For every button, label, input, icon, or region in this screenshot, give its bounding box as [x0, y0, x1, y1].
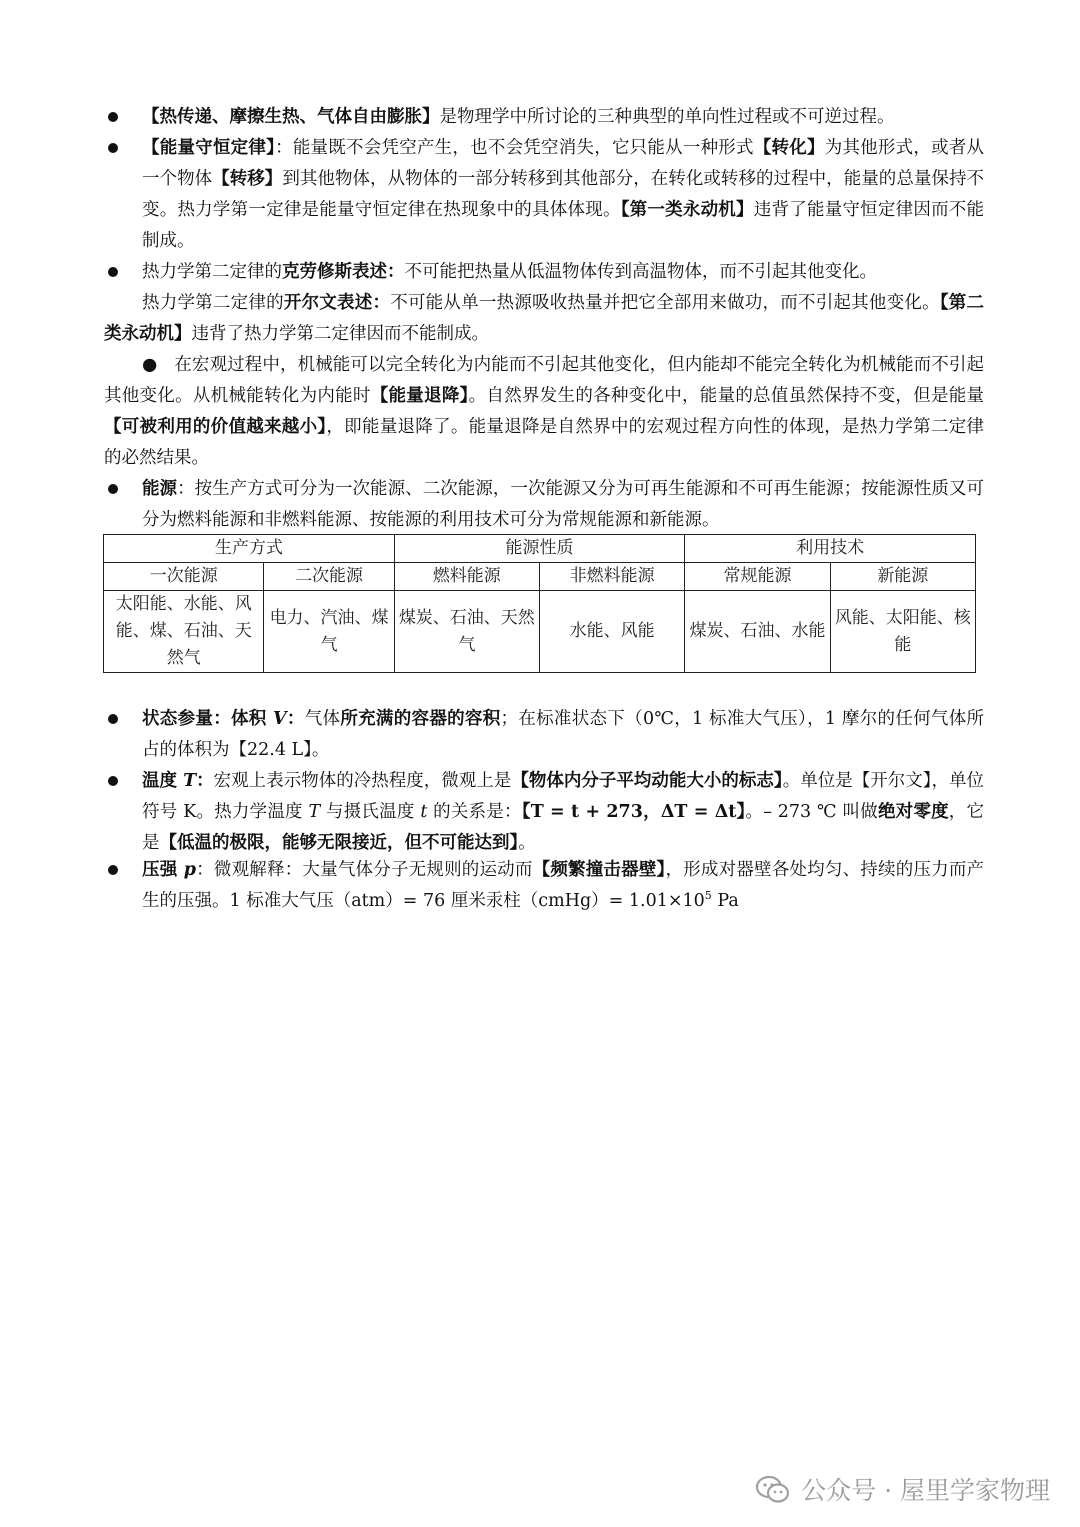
table-row: [104, 591, 976, 673]
table-subheader: 新能源: [830, 563, 975, 591]
bullet-item-clausius: [104, 257, 984, 288]
table-cell: 风能、太阳能、核能: [830, 591, 975, 673]
text-run: 不可能把热量从低温物体传到高温物体，而不引起其他变化。: [404, 262, 877, 282]
text-run: 热力学第二定律的: [142, 293, 284, 313]
bold-term: 能源: [142, 479, 178, 499]
text-run: 宏观上表示物体的冷热程度，微观上是: [213, 771, 512, 791]
text-run: ：能量既不会凭空产生，也不会凭空消失，它只能从一种形式: [275, 138, 754, 158]
table-subheader-row: [104, 563, 976, 591]
item-text: [142, 855, 984, 917]
bold-term: 【第一类永动机】: [620, 200, 754, 220]
bold-term: 【频繁撞击器壁】: [532, 860, 666, 880]
text-run: ：按生产方式可分为一次能源、二次能源，一次能源又分为可再生能源和不可再生能源；按能源性质又可分为燃料能源和非燃料能源、按能源的利用技术可分为常规能源和新能源。: [142, 479, 985, 530]
text-run: ，即能量退降了。能量退降是自然界中的宏观过程方向性的体现，是热力学第二定律的必然结果。: [104, 417, 985, 468]
paragraph-energy-degradation: [104, 350, 984, 474]
bullet-item-irreversible: [104, 102, 984, 133]
bullet-item-temperature: [104, 766, 984, 859]
bold-term: 【转化】: [753, 138, 825, 158]
bold-term: 开尔文表述：: [283, 293, 391, 313]
text-run: 违背了热力学第二定律因而不能制成。: [191, 324, 489, 344]
bold-term: 温度: [142, 771, 184, 791]
variable-symbol: t: [420, 802, 428, 822]
bold-term: 【可被利用的价值越来越小】: [104, 417, 327, 437]
wechat-icon: [755, 1475, 791, 1505]
item-text: [142, 133, 984, 257]
bullet-item-energy-sources: [104, 474, 984, 536]
text-run: 与摄氏温度: [320, 802, 421, 822]
item-text: [142, 102, 984, 133]
bold-term: 【第二类永动机】: [104, 293, 985, 344]
table-group-row: [104, 535, 976, 563]
text-run: Pa: [711, 891, 739, 911]
bold-term: 绝对零度: [877, 802, 949, 822]
bold-term: 【热传递、摩擦生热、气体自由膨胀】: [142, 107, 440, 127]
text-run: ，它是: [142, 802, 985, 853]
text-run: 到其他物体，从物体的一部分转移到其他部分，在转化或转移的过程中，能量的总量保持不变。热力学第一定律是能量守恒定律在热现象中的具体体现。: [142, 169, 985, 220]
item-text: [142, 257, 984, 288]
table-subheader: 非燃料能源: [539, 563, 684, 591]
bold-term: 【转移】: [212, 169, 283, 189]
table-subheader: 常规能源: [685, 563, 830, 591]
text-run: 不可能从单一热源吸收热量并把它全部用来做功，而不引起其他变化。: [390, 293, 940, 313]
text-run: 在宏观过程中，机械能可以完全转化为内能而不引起其他变化，但内能却不能完全转化为机械能而不引起其他变化。从机械能转化为内能时: [104, 355, 984, 406]
table-group-header: 生产方式: [104, 535, 395, 563]
variable-symbol: V: [273, 709, 287, 729]
table-cell: 煤炭、石油、天然气: [394, 591, 539, 673]
text-run: ；在标准状态下（0℃，1 标准大气压），1 摩尔的任何气体所占的体积为【22.4 L】。: [142, 709, 985, 760]
table-cell: 电力、汽油、煤气: [264, 591, 394, 673]
table-subheader: 二次能源: [264, 563, 394, 591]
text-run: 为其他形式，或者从一个物体: [142, 138, 985, 189]
bold-term: 克劳修斯表述：: [282, 262, 405, 282]
text-run: 。: [518, 833, 536, 853]
bold-term: ：: [196, 771, 214, 791]
bullet-item-energy-conservation: [104, 133, 984, 257]
table-subheader: 燃料能源: [394, 563, 539, 591]
item-text: [142, 474, 984, 536]
text-run: 的关系是：: [427, 802, 522, 822]
variable-symbol: T: [308, 802, 321, 822]
paragraph-kelvin: [104, 288, 984, 350]
text-run: 。单位是【开尔文】，单位符号 K。热力学温度: [142, 771, 985, 822]
bold-term: ：: [286, 709, 305, 729]
energy-classification-table: [103, 534, 976, 673]
bold-term: 所充满的容器的容积: [340, 709, 501, 729]
variable-symbol: T: [183, 771, 197, 791]
item-text: [142, 704, 984, 766]
bold-term: 【能量守恒定律】: [142, 138, 276, 158]
bullet-glyph: ●: [142, 355, 158, 375]
bold-term: 压强: [142, 860, 184, 880]
text-run: ，形成对器壁各处均匀、持续的压力而产生的压强。1 标准大气压（atm）= 76 厘米汞柱（cmHg）= 1.01×10: [142, 860, 985, 911]
watermark: [755, 1470, 1050, 1510]
table-group-header: 能源性质: [394, 535, 685, 563]
table-subheader: 一次能源: [104, 563, 264, 591]
bold-term: 【低温的极限，能够无限接近，但不可能达到】: [159, 833, 519, 853]
table-group-header: 利用技术: [685, 535, 976, 563]
bold-term: 【能量退降】: [370, 386, 469, 406]
text-run: 。自然界发生的各种变化中，能量的总值虽然保持不变，但是能量: [468, 386, 985, 406]
text-run: 气体: [304, 709, 341, 729]
text-run: 违背了能量守恒定律因而不能制成。: [142, 200, 985, 251]
item-text: [142, 766, 984, 859]
text-run: 热力学第二定律的: [142, 262, 282, 282]
exponent: 5: [704, 889, 712, 903]
table-cell: 太阳能、水能、风能、煤、石油、天然气: [104, 591, 264, 673]
watermark-text: 公众号 · 屋里学家物理: [801, 1475, 1050, 1505]
table-cell: 煤炭、石油、水能: [685, 591, 830, 673]
bullet-item-volume: [104, 704, 984, 766]
text-run: 是物理学中所讨论的三种典型的单向性过程或不可逆过程。: [439, 107, 895, 127]
text-run: ：微观解释：大量气体分子无规则的运动而: [195, 860, 533, 880]
bold-term: 【物体内分子平均动能大小的标志】: [511, 771, 783, 791]
variable-symbol: p: [183, 860, 196, 880]
text-run: 。– 273 ℃ 叫做: [745, 802, 878, 822]
table-cell: 水能、风能: [539, 591, 684, 673]
bullet-item-pressure: [104, 855, 984, 917]
formula-relation: 【T = t + 273，ΔT = Δt】: [521, 802, 746, 822]
bold-term: 状态参量：体积: [142, 709, 274, 729]
